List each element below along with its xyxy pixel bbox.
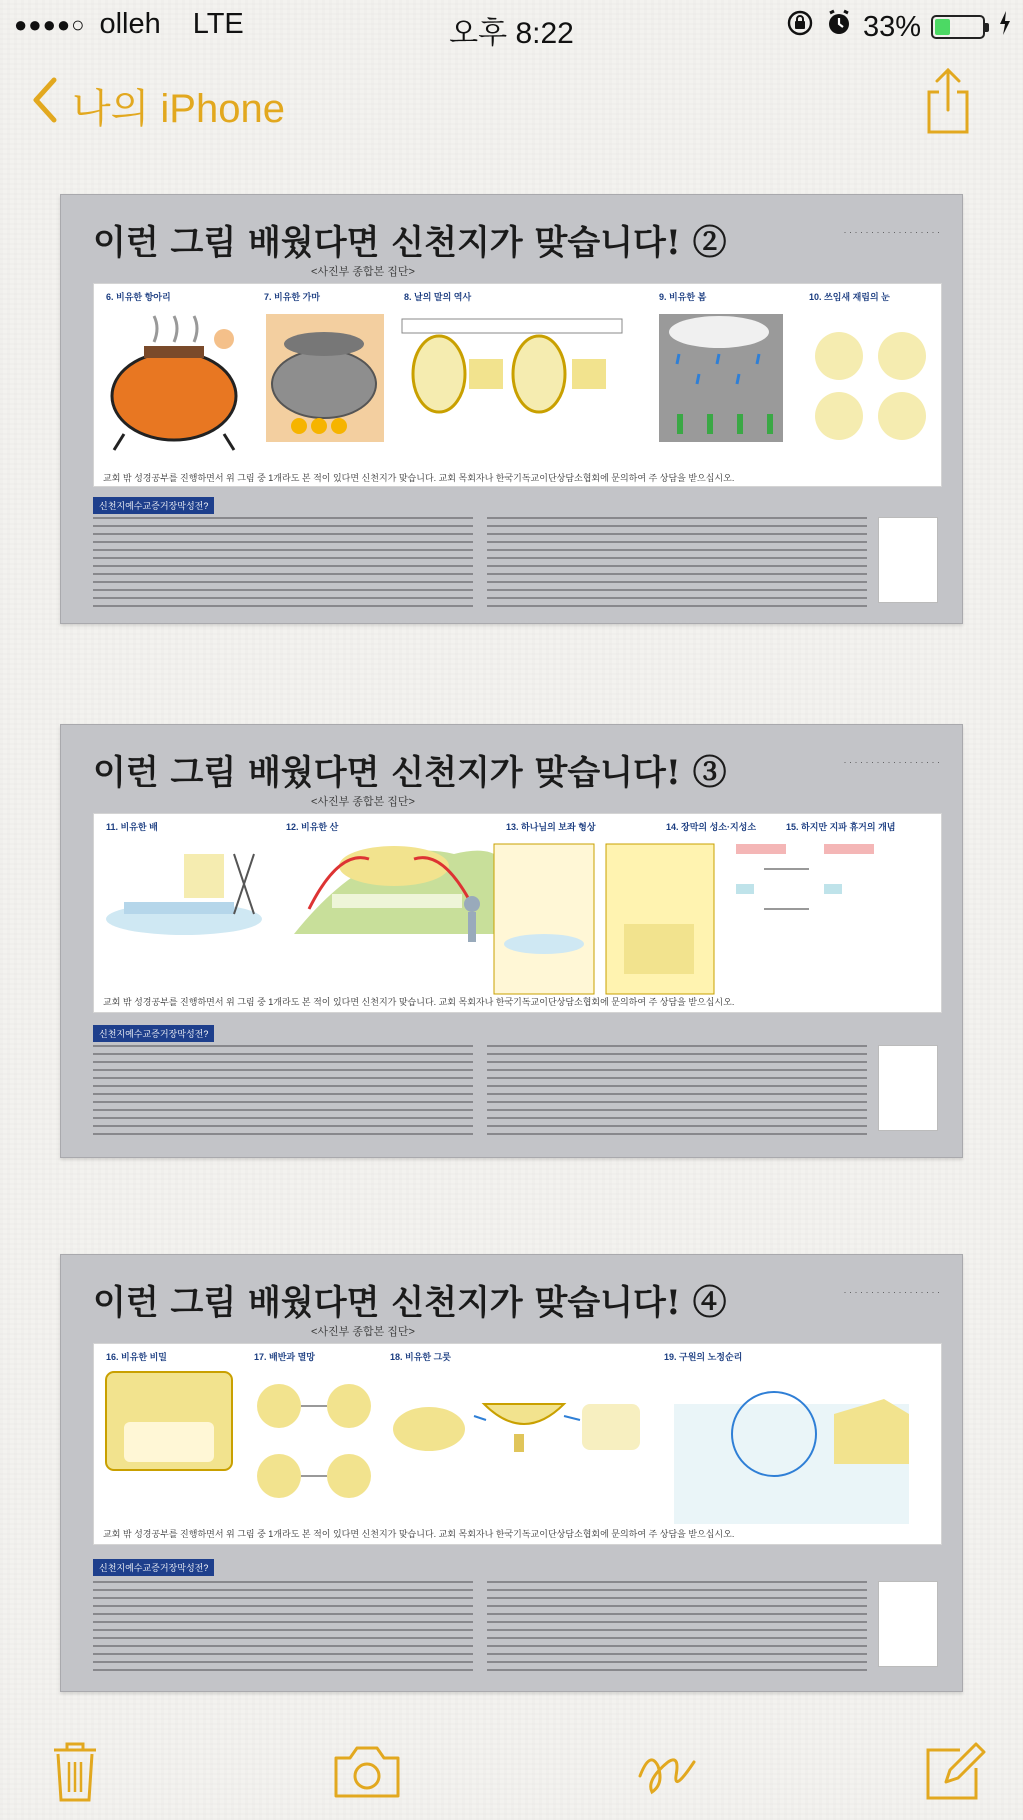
magnifier-thumbnail (878, 1581, 938, 1667)
document-note: · · · · · · · · · · · · · · · · · · (843, 757, 940, 767)
sketch-icon (632, 1736, 702, 1806)
bottom-toolbar (0, 1720, 1023, 1820)
battery-percent: 33% (862, 10, 921, 43)
document-image-1[interactable] (60, 194, 963, 624)
illustrations (94, 1344, 941, 1544)
caption: 18. 비유한 그릇 (390, 1352, 451, 1362)
document-subtitle: <사진부 종합본 집단> (311, 1326, 415, 1338)
signal-strength-icon: ●●●●○ (14, 11, 86, 37)
charging-icon (999, 10, 1011, 44)
document-title: 이런 그림 배웠다면 신천지가 맞습니다! ③ (93, 753, 727, 793)
camera-button[interactable] (330, 1736, 404, 1806)
document-footer: 교회 밖 성경공부를 진행하면서 위 그림 중 1개라도 본 적이 있다면 신천지가 맞습니다. 교회 목회자나 한국기독교이단상담소협회에 문의하여 주 상담을 받으십시오. (103, 1529, 735, 1539)
caption: 6. 비유한 항아리 (106, 292, 171, 302)
trash-icon (40, 1736, 110, 1806)
section-badge: 신천지예수교증거장막성전? (93, 1559, 214, 1576)
text-column (487, 517, 867, 613)
back-label: 나의 iPhone (72, 86, 285, 131)
caption: 10. 쓰임새 재림의 눈 (809, 292, 890, 302)
rotation-lock-icon (785, 8, 815, 46)
camera-icon (330, 1736, 404, 1806)
caption: 14. 장막의 성소·지성소 (666, 822, 757, 832)
battery-icon (931, 15, 985, 39)
caption: 11. 비유한 배 (106, 822, 158, 832)
caption: 15. 하지만 지파 휴거의 개념 (786, 822, 896, 832)
document-title: 이런 그림 배웠다면 신천지가 맞습니다! ④ (93, 1283, 727, 1323)
document-image-2[interactable] (60, 724, 963, 1158)
caption: 7. 비유한 가마 (264, 292, 320, 302)
illustration-panel (93, 283, 942, 487)
section-badge: 신천지예수교증거장막성전? (93, 1025, 214, 1042)
illustration-panel (93, 1343, 942, 1545)
sketch-button[interactable] (632, 1736, 702, 1806)
text-column (93, 1581, 473, 1677)
text-column (93, 1045, 473, 1141)
delete-button[interactable] (40, 1736, 110, 1806)
caption: 16. 비유한 비밀 (106, 1352, 167, 1362)
chevron-left-icon (30, 76, 58, 134)
share-button[interactable] (923, 66, 973, 136)
alarm-icon (825, 8, 853, 46)
illustrations (94, 284, 941, 486)
status-bar (0, 0, 1023, 52)
magnifier-thumbnail (878, 517, 938, 603)
text-column (93, 517, 473, 613)
status-indicators (785, 8, 1011, 46)
share-icon (923, 66, 973, 136)
document-footer: 교회 밖 성경공부를 진행하면서 위 그림 중 1개라도 본 적이 있다면 신천지가 맞습니다. 교회 목회자나 한국기독교이단상담소협회에 문의하여 주 상담을 받으십시오. (103, 473, 735, 483)
document-footer: 교회 밖 성경공부를 진행하면서 위 그림 중 1개라도 본 적이 있다면 신천지가 맞습니다. 교회 목회자나 한국기독교이단상담소협회에 문의하여 주 상담을 받으십시오. (103, 997, 735, 1007)
magnifier-thumbnail (878, 1045, 938, 1131)
document-title: 이런 그림 배웠다면 신천지가 맞습니다! ② (93, 223, 727, 263)
network-type: LTE (192, 8, 244, 40)
compose-button[interactable] (920, 1736, 990, 1806)
caption: 8. 날의 말의 역사 (404, 292, 472, 302)
back-button[interactable] (30, 76, 285, 134)
section-badge: 신천지예수교증거장막성전? (93, 497, 214, 514)
text-column (487, 1581, 867, 1677)
illustration-panel (93, 813, 942, 1013)
clock: 오후 8:22 (449, 17, 574, 50)
caption: 9. 비유한 봄 (659, 292, 707, 302)
document-note: · · · · · · · · · · · · · · · · · · (843, 227, 940, 237)
document-subtitle: <사진부 종합본 집단> (311, 266, 415, 278)
caption: 17. 배반과 멸망 (254, 1352, 315, 1362)
document-image-3[interactable] (60, 1254, 963, 1692)
navigation-bar (0, 60, 1023, 150)
text-column (487, 1045, 867, 1141)
carrier-name: olleh (99, 8, 161, 40)
document-subtitle: <사진부 종합본 집단> (311, 796, 415, 808)
illustrations (94, 814, 941, 1012)
caption: 19. 구원의 노정순리 (664, 1352, 743, 1362)
caption: 13. 하나님의 보좌 형상 (506, 822, 596, 832)
caption: 12. 비유한 산 (286, 822, 339, 832)
battery-level (935, 19, 950, 35)
compose-icon (920, 1736, 990, 1806)
document-note: · · · · · · · · · · · · · · · · · · (843, 1287, 940, 1297)
